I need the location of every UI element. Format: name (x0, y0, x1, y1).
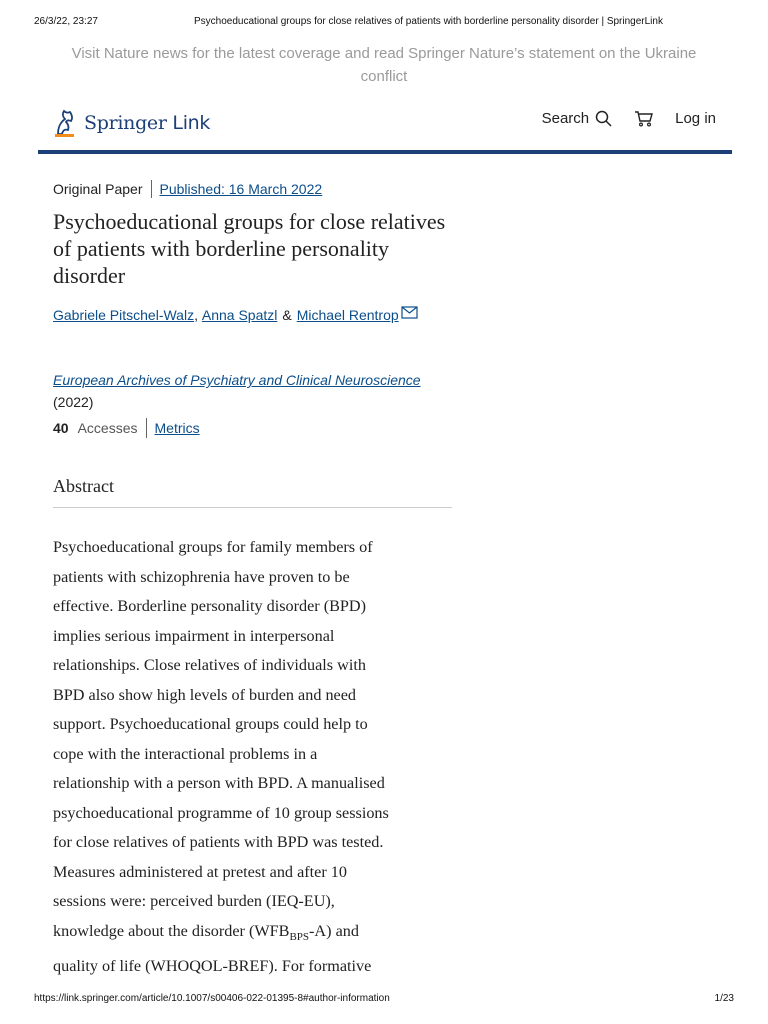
abstract-heading: Abstract (53, 476, 452, 508)
abstract-line: for close relatives of patients with BPD was tested. (53, 833, 384, 851)
journal-info (53, 369, 453, 413)
abstract-body (53, 533, 453, 982)
accesses-label: Accesses (77, 420, 138, 436)
print-footer (34, 993, 734, 1004)
print-page-number: 1/23 (714, 993, 734, 1004)
brand-main: Springer (84, 112, 167, 134)
print-page-title: Psychoeducational groups for close relatives of patients with borderline personality disorder | SpringerLink (194, 16, 663, 27)
meta-divider (151, 180, 152, 198)
abstract-line: cope with the interactional problems in a (53, 744, 318, 763)
abstract-subscript: BPS (289, 930, 310, 943)
abstract-line: relationship with a person with BPD. A manualised (53, 774, 385, 792)
email-icon[interactable] (401, 306, 418, 319)
cart-button[interactable] (634, 110, 653, 127)
abstract-line: patients with schizophrenia have proven to be (53, 567, 350, 586)
site-header (38, 104, 732, 154)
springer-horse-icon (52, 108, 78, 138)
print-date: 26/3/22, 23:27 (34, 16, 98, 27)
search-icon (595, 110, 612, 127)
journal-link[interactable]: European Archives of Psychiatry and Clinical Neuroscience (53, 372, 421, 388)
author-link[interactable]: Anna Spatzl (201, 307, 278, 323)
login-link[interactable]: Log in (675, 110, 716, 127)
search-label: Search (541, 110, 590, 127)
accesses-count: 40 (53, 420, 69, 436)
abstract-line (53, 917, 453, 953)
ukraine-banner (54, 42, 714, 88)
brand-light: Link (172, 112, 211, 134)
article-type: Original Paper (53, 181, 143, 197)
springerlink-logo[interactable] (52, 108, 210, 138)
abstract-line: Measures administered at pretest and after 10 (53, 862, 347, 881)
header-actions (542, 110, 716, 127)
abstract-line: implies serious impairment in interpersonal (53, 626, 335, 645)
author-separator: , (194, 307, 198, 323)
abstract-line: relationships. Close relatives of individuals with (53, 656, 366, 674)
search-button[interactable] (542, 110, 613, 127)
author-ampersand: & (282, 307, 292, 323)
abstract-line: psychoeducational programme of 10 group sessions (53, 803, 389, 822)
print-url: https://link.springer.com/article/10.1007/s00406-022-01395-8#author-information (34, 993, 390, 1004)
print-header (34, 16, 734, 27)
abstract-line: Psychoeducational groups for family members of (53, 538, 373, 556)
author-link[interactable]: Michael Rentrop (296, 307, 399, 323)
publication-year: (2022) (53, 394, 94, 410)
abstract-line-part: knowledge about the disorder (WFB (53, 921, 290, 940)
abstract-line: support. Psychoeducational groups could help to (53, 715, 368, 733)
author-link[interactable]: Gabriele Pitschel-Walz (53, 307, 195, 323)
author-list (53, 307, 453, 323)
abstract-line-part: -A) and (309, 921, 359, 940)
article-title: Psychoeducational groups for close relatives of patients with borderline personality disorder (53, 209, 446, 288)
abstract-line: quality of life (WHOQOL-BREF). For formative (53, 957, 372, 976)
banner-text[interactable]: Visit Nature news for the latest coverage and read Springer Nature’s statement on the Ukraine conflict (71, 45, 697, 85)
brand-name (84, 112, 210, 134)
article-header (53, 180, 453, 982)
published-date-link[interactable]: Published: 16 March 2022 (159, 181, 323, 197)
abstract-line: effective. Borderline personality disorder (BPD) (53, 597, 367, 615)
metrics-divider (146, 418, 147, 438)
cart-icon (634, 110, 653, 127)
metrics-link[interactable]: Metrics (154, 420, 200, 436)
article-meta (53, 180, 453, 198)
abstract-line: BPD also show high levels of burden and need (53, 685, 357, 704)
article-metrics (53, 418, 453, 438)
abstract-line: sessions were: perceived burden (IEQ-EU), (53, 892, 335, 910)
